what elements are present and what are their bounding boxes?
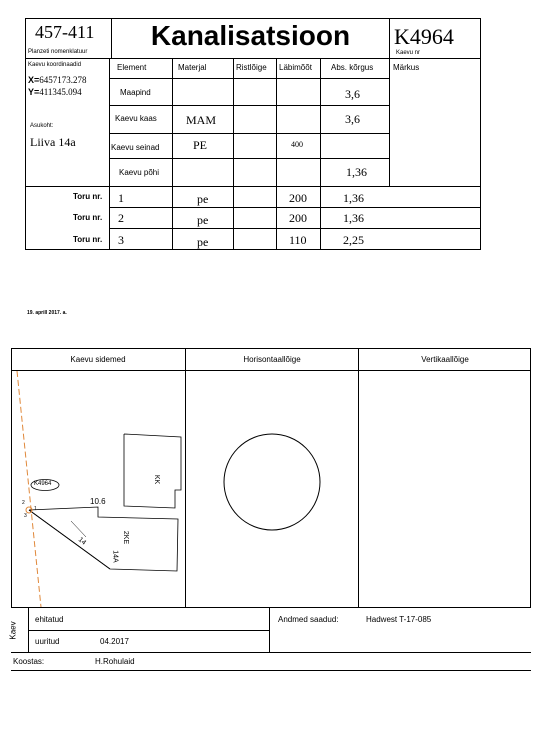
coord-y-value: 411345.094 (39, 87, 82, 97)
pipe-height: 1,36 (343, 211, 364, 225)
section-title-connections: Kaevu sidemed (70, 355, 126, 364)
pipe-label: Toru nr. (73, 213, 103, 222)
pipe-diameter: 200 (289, 211, 307, 225)
point-label-2: 2 (22, 500, 25, 506)
pipe-material: pe (197, 192, 209, 206)
point-label-3: 3 (24, 513, 27, 519)
label-2ke: 2KE (122, 530, 130, 545)
row-element: Kaevu põhi (119, 168, 160, 177)
pipe-material: pe (197, 235, 209, 249)
row-height: 3,6 (345, 112, 360, 126)
parcel-outline (29, 507, 178, 571)
coord-x (28, 75, 87, 85)
well-number: K4964 (394, 24, 454, 49)
nomenclature-number: 457-411 (35, 22, 95, 42)
col-header-diameter: Läbimõõt (279, 63, 312, 72)
footer-built-label: ehitatud (35, 615, 64, 624)
pipe-height: 1,36 (343, 191, 364, 205)
pipe-diameter: 200 (289, 191, 307, 205)
col-header-material: Materjal (178, 63, 207, 72)
footer-author-value: H.Rohulaid (95, 657, 135, 666)
row-element: Maapind (120, 88, 151, 97)
row-element: Kaevu kaas (115, 114, 157, 123)
coord-x-label: X= (28, 75, 40, 85)
col-header-height: Abs. kõrgus (331, 63, 374, 72)
building-outline (124, 434, 181, 508)
location-label: Asukoht: (30, 123, 54, 129)
col-header-remark: Märkus (393, 63, 420, 72)
footer-data-label: Andmed saadud: (278, 615, 339, 624)
coord-y (28, 87, 82, 97)
row-height: 1,36 (346, 165, 367, 179)
coord-x-value: 6457173.278 (39, 75, 87, 85)
horizontal-section-drawing (186, 371, 358, 607)
pipe-no: 1 (118, 191, 124, 205)
col-header-cross: Ristlõige (236, 63, 267, 72)
label-14a: 14A (111, 550, 119, 563)
col-header-element: Element (117, 63, 147, 72)
row-material: MAM (186, 113, 217, 127)
page-title: Kanalisatsioon (150, 20, 351, 51)
section-title-horizontal: Horisontaallõige (243, 355, 301, 364)
location-value: Liiva 14a (30, 135, 76, 149)
pipe-no: 2 (118, 211, 124, 225)
pipe-label: Toru nr. (73, 192, 103, 201)
footer-surveyed-date: 04.2017 (100, 637, 129, 646)
dimension-14: 14 (76, 536, 88, 547)
point-label-1: 1 (34, 506, 37, 512)
row-element: Kaevu seinad (111, 143, 160, 152)
connections-sketch (11, 371, 185, 607)
pipe-height: 2,25 (343, 233, 364, 247)
pipe-no: 3 (118, 233, 124, 247)
pipe-diameter: 110 (289, 233, 307, 247)
footer-surveyed-label: uuritud (35, 637, 60, 646)
well-circle-icon (224, 434, 320, 530)
footer-author-label: Koostas: (13, 657, 45, 666)
footer-kaev-label: Kaev (8, 621, 18, 640)
row-material: PE (193, 138, 208, 152)
well-tag-label: K4964 (34, 481, 52, 487)
section-title-vertical: Vertikaallõige (421, 355, 469, 364)
label-kk: KK (153, 474, 161, 485)
pipe-label: Toru nr. (73, 235, 103, 244)
footer-data-value: Hadwest T-17-085 (366, 615, 432, 624)
coord-y-label: Y= (28, 87, 40, 97)
row-height: 3,6 (345, 87, 360, 101)
nomenclature-label: Planzeti nomenklatuur (28, 49, 88, 55)
pipe-material: pe (197, 213, 209, 227)
coords-label: Kaevu koordinaadid (28, 62, 82, 68)
row-diameter: 400 (291, 140, 303, 149)
document-date: 19. aprill 2017. a. (27, 310, 67, 316)
well-number-label: Kaevu nr (396, 50, 421, 56)
dimension-10-6: 10.6 (90, 497, 106, 506)
